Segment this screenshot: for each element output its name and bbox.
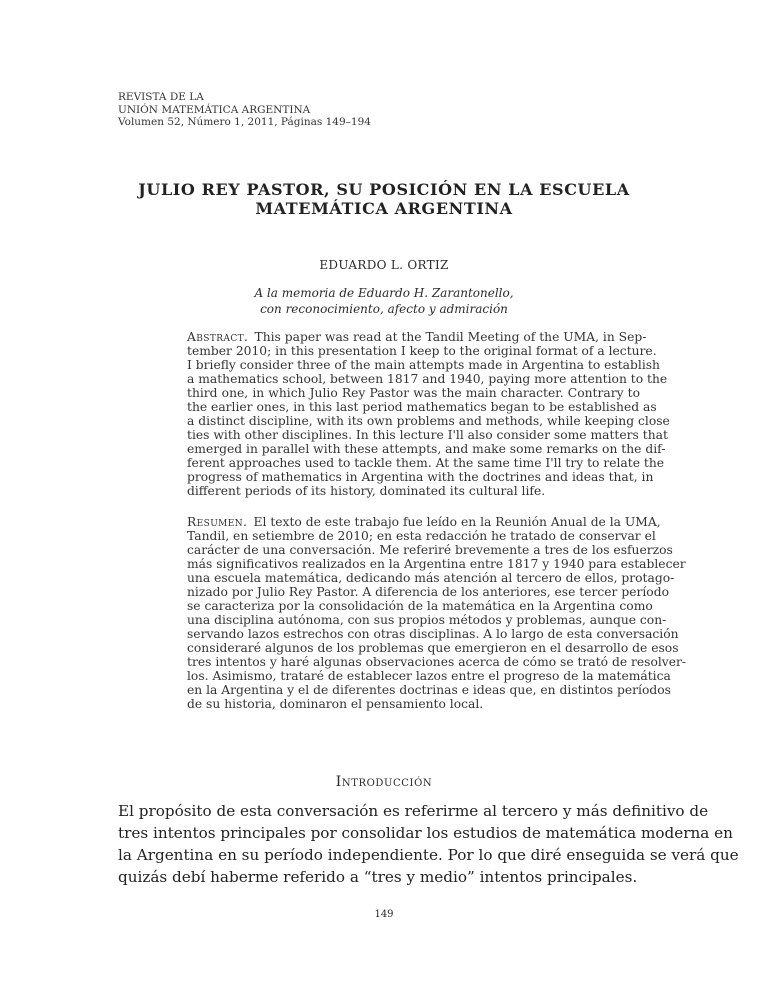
body-text	[118, 800, 739, 888]
journal-header	[118, 91, 371, 129]
dedication	[0, 285, 768, 317]
text-line: emerged in parallel with these attempts, and make some remarks on the dif-	[187, 442, 666, 456]
dedication-line: A la memoria de Eduardo H. Zarantonello,	[254, 286, 514, 300]
text-line: El propósito de esta conversación es referirme al tercero y más definitivo de	[118, 802, 709, 820]
text-line: más significativos realizados en la Argentina entre 1817 y 1940 para establecer	[187, 557, 686, 571]
text-line: quizás debí haberme referido a “tres y medio” intentos principales.	[118, 868, 638, 886]
text-line: tember 2010; in this presentation I keep to the original format of a lecture.	[187, 344, 657, 358]
journal-name-line: UNIÓN MATEMÁTICA ARGENTINA	[118, 103, 311, 116]
text-line: third one, in which Julio Rey Pastor was the main character. Contrary to	[187, 386, 640, 400]
text-line: ties with other disciplines. In this lecture I'll also consider some matters that	[187, 428, 668, 442]
text-line: una disciplina autónoma, con sus propios métodos y problemas, aunque con-	[187, 613, 667, 627]
text-line: I briefly consider three of the main attempts made in Argentina to establish	[187, 358, 660, 372]
page-number: 149	[374, 909, 394, 920]
text-line: a mathematics school, between 1817 and 1940, paying more attention to the	[187, 372, 668, 386]
text-line	[187, 330, 647, 344]
text-line: una escuela matemática, dedicando más atención al tercero de ellos, protago-	[187, 571, 675, 585]
text-line: los. Asimismo, trataré de establecer lazos entre el progreso de la matemática	[187, 669, 671, 683]
journal-name-line: REVISTA DE LA	[118, 91, 204, 103]
text-line: progress of mathematics in Argentina with the doctrines and ideas that, in	[187, 470, 654, 484]
text-line: the earlier ones, in this last period mathematics began to be established as	[187, 400, 657, 414]
text-line: different periods of its history, dominated its cultural life.	[187, 484, 546, 498]
section-label: Resumen.	[187, 515, 248, 529]
text-line: tres intentos y haré algunas observaciones acerca de cómo se trató de resolver-	[187, 655, 687, 669]
text-line: Tandil, en setiembre de 2010; en esta redacción he tratado de conservar el	[187, 529, 656, 543]
text-line: de su historia, dominaron el pensamiento local.	[187, 697, 484, 711]
section-heading: Introducción	[335, 774, 433, 790]
text-line: consideraré algunos de los problemas que emergieron en el desarrollo de esos	[187, 641, 679, 655]
text-line: tres intentos principales por consolidar los estudios de matemática moderna en	[118, 824, 733, 842]
resumen	[187, 515, 687, 711]
dedication-line: con reconocimiento, afecto y admiración	[260, 302, 508, 316]
title-line: MATEMÁTICA ARGENTINA	[255, 199, 513, 218]
text-line: se caracteriza por la consolidación de la matemática en la Argentina como	[187, 599, 653, 613]
text-line	[187, 515, 661, 529]
text-line: carácter de una conversación. Me referiré brevemente a tres de los esfuerzos	[187, 543, 673, 557]
text-line-content: El texto de este trabajo fue leído en la Reunión Anual de la UMA,	[253, 515, 661, 529]
abstract	[187, 330, 670, 498]
text-line: ferent approaches used to tackle them. At the same time I'll try to relate the	[187, 456, 665, 470]
title-line: JULIO REY PASTOR, SU POSICIÓN EN LA ESCUELA	[138, 180, 630, 199]
text-line: la Argentina en su período independiente. Por lo que diré enseguida se verá que	[118, 846, 739, 864]
paper-title	[0, 180, 768, 218]
text-line: nizado por Julio Rey Pastor. A diferencia de los anteriores, ese tercer período	[187, 585, 669, 599]
section-label: Abstract.	[187, 330, 249, 344]
text-line-content: This paper was read at the Tandil Meeting of the UMA, in Sep-	[254, 330, 647, 344]
text-line: en la Argentina y el de diferentes doctrinas e ideas que, en distintos períodos	[187, 683, 671, 697]
text-line: servando lazos estrechos con otras disciplinas. A lo largo de esta conversación	[187, 627, 679, 641]
text-line: a distinct discipline, with its own problems and methods, while keeping close	[187, 414, 670, 428]
author: EDUARDO L. ORTIZ	[319, 258, 449, 272]
journal-volume-line: Volumen 52, Número 1, 2011, Páginas 149–194	[118, 116, 371, 128]
